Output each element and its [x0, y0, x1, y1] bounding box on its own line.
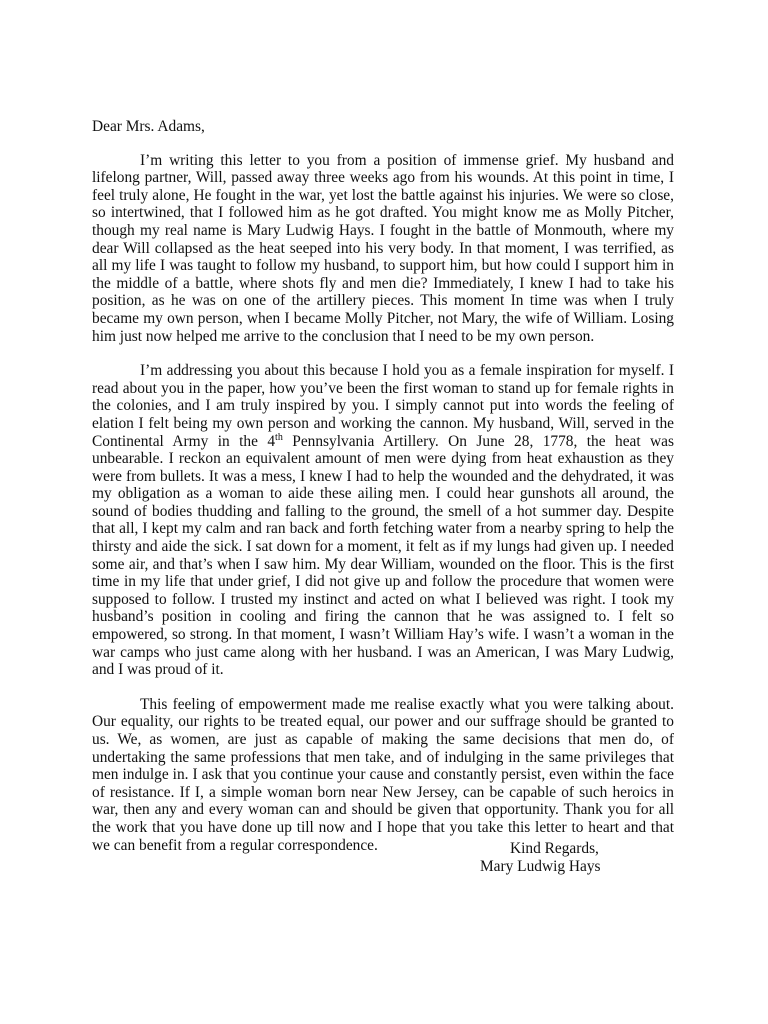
paragraph-2-part-2: Pennsylvania Artillery. On June 28, 1778, the heat was unbearable. I reckon an equivalent amount of men were dying from heat exhaustion as they were from bullets. It was a mess, I knew I had to help the wounded and the dehydrated, it was my obligation as a woman to aide these ailing men. I could hear gunshots all around, the sound of bodies thudding and falling to the ground, the smell of a hot summer day. Despite that all, I kept my calm and ran back and forth fetching water from a nearby spring to help the thirsty and aide the sick. I sat down for a moment, it felt as if my lungs had given up. I needed some air, and that’s when I saw him. My dear William, wounded on the floor. This is the first time in my life that under grief, I did not give up and follow the procedure that women were supposed to follow. I trusted my instinct and acted on what I believed was right. I took my husband’s position in cooling and firing the cannon that he was assigned to. I felt so empowered, so strong. In that moment, I wasn’t William Hay’s wife. I wasn’t a woman in the war camps who just came along with her husband. I was an American, I was Mary Ludwig, and I was proud of it. — [92, 432, 674, 679]
signature: Mary Ludwig Hays — [480, 858, 601, 875]
paragraph-2 — [92, 362, 674, 679]
closing-block — [480, 840, 601, 876]
closing-line: Kind Regards, — [510, 840, 599, 857]
salutation: Dear Mrs. Adams, — [92, 118, 205, 135]
letter-body — [92, 118, 674, 871]
ordinal-suffix: th — [275, 431, 283, 443]
paragraph-1: I’m writing this letter to you from a position of immense grief. My husband and lifelong partner, Will, passed away three weeks ago from his wounds. At this point in time, I feel truly alone, He fought in the war, yet lost the battle against his injuries. We were so close, so intertwined, that I followed him as he got drafted. You might know me as Molly Pitcher, though my real name is Mary Ludwig Hays. I fought in the battle of Monmouth, where my dear Will collapsed as the heat seeped into his very body. In that moment, I was terrified, as all my life I was taught to follow my husband, to support him, but how could I support him in the middle of a battle, where shots fly and men die? Immediately, I knew I had to take his position, as he was on one of the artillery pieces. This moment In time was when I truly became my own person, when I became Molly Pitcher, not Mary, the wife of William. Losing him just now helped me arrive to the conclusion that I need to be my own person. — [92, 151, 674, 345]
paragraph-3: This feeling of empowerment made me realise exactly what you were talking about. Our equality, our rights to be treated equal, our power and our suffrage should be granted to us. We, as women, are just as capable of making the same decisions that men do, of undertaking the same professions that men take, and of indulging in the same privileges that men indulge in. I ask that you continue your cause and constantly persist, even within the face of resistance. If I, a simple woman born near New Jersey, can be capable of such heroics in war, then any and every woman can and should be given that opportunity. Thank you for all the work that you have done up till now and I hope that you take this letter to heart and that we can benefit from a regular correspondence. — [92, 695, 674, 854]
paragraph-2-part-1: I’m addressing you about this because I hold you as a female inspiration for myself. I read about you in the paper, how you’ve been the first woman to stand up for female rights in the colonies, and I am truly inspired by you. I simply cannot put into words the feeling of elation I felt being my own person and working the cannon. My husband, Will, served in the Continental Army in the 4 — [92, 362, 674, 450]
